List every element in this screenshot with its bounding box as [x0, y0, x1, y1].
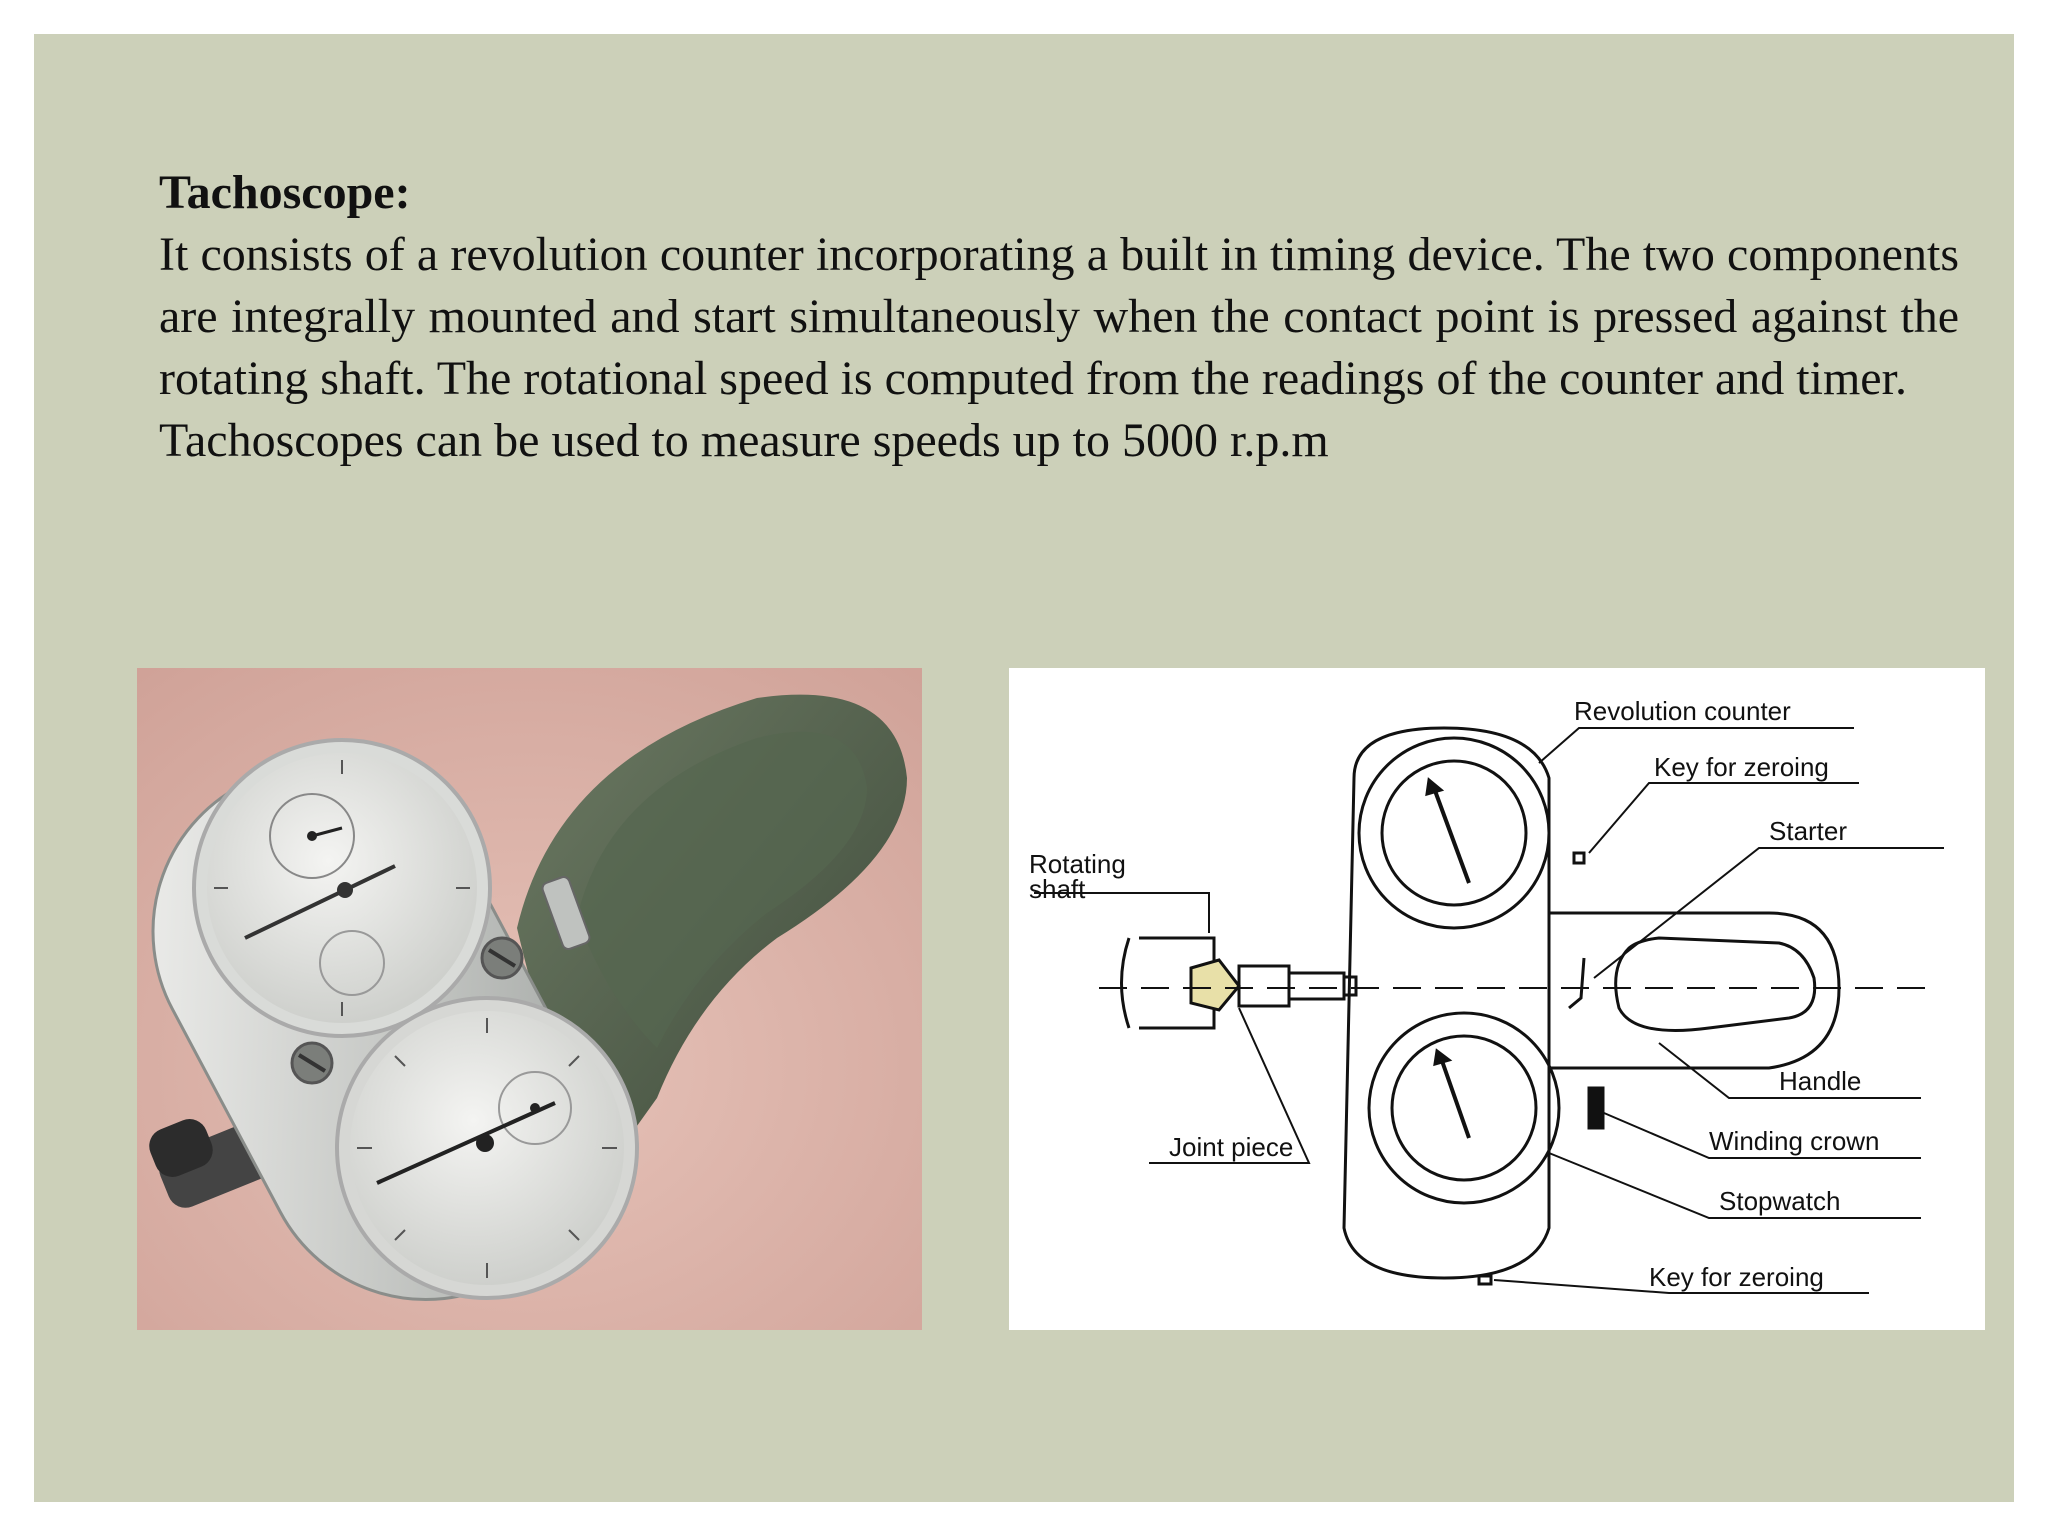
label-key-for-zeroing-top: Key for zeroing	[1654, 752, 1829, 782]
slide-background	[34, 34, 2014, 1502]
casing-outline	[1344, 728, 1549, 1278]
slide-heading: Tachoscope:	[159, 166, 411, 219]
speed-range-paragraph: Tachoscopes can be used to measure speeds up to 5000 r.p.m	[159, 414, 1329, 467]
tachoscope-photo-illustration	[137, 668, 922, 1330]
label-joint-piece: Joint piece	[1169, 1132, 1294, 1162]
label-rotating-shaft-1: Rotating	[1029, 849, 1126, 879]
label-starter: Starter	[1769, 816, 1848, 846]
tachoscope-schematic	[1009, 668, 1985, 1330]
label-winding-crown: Winding crown	[1709, 1126, 1880, 1156]
description-paragraph: It consists of a revolution counter incorporating a built in timing device. The two components are integrally mounted and start simultaneously when the contact point is pressed against the rotating shaft. The rotational speed is computed from the readings of the counter and timer.	[159, 228, 1959, 405]
label-revolution-counter: Revolution counter	[1574, 696, 1791, 726]
tachoscope-photo	[137, 668, 922, 1330]
label-rotating-shaft-2: shaft	[1029, 874, 1086, 904]
text-block	[159, 162, 1959, 472]
label-handle: Handle	[1779, 1066, 1862, 1096]
label-key-for-zeroing-bottom: Key for zeroing	[1649, 1262, 1824, 1292]
tachoscope-diagram	[1009, 668, 1985, 1330]
label-stopwatch: Stopwatch	[1719, 1186, 1841, 1216]
